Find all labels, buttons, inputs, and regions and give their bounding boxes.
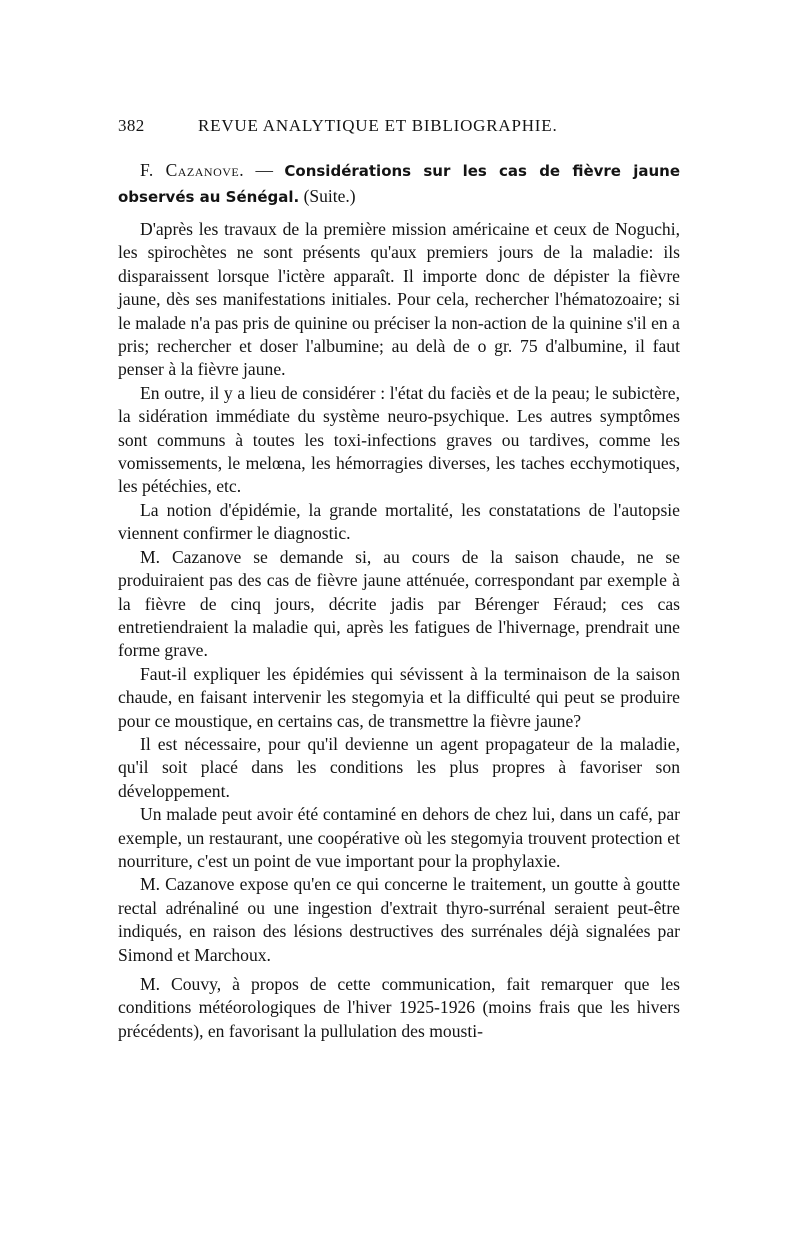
- article-title-text: Considérations sur les cas de fièvre jaune observés au Sénégal.: [118, 162, 680, 206]
- article-author: F. Cazanove.: [140, 160, 245, 180]
- paragraph-9: M. Couvy, à propos de cette communication, fait remarquer que les conditions météorologiques de l'hiver 1925-1926 (moins frais que les hivers précédents), en favorisant la pullulation des mousti-: [118, 974, 680, 1041]
- paragraph-2: En outre, il y a lieu de considérer : l'état du faciès et de la peau; le subictère, la sidération immédiate du système neuro-psychique. Les autres symptômes sont communs à toutes les toxi-infections graves ou tardives, comme les vomissements, le melœna, les hémorragies diverses, les taches ecchymotiques, les pétéchies, etc.: [118, 382, 680, 497]
- body-text: [118, 218, 680, 1043]
- article-continuation: (Suite.): [299, 186, 356, 206]
- paragraph-4: M. Cazanove se demande si, au cours de la saison chaude, ne se produiraient pas des cas de fièvre jaune atténuée, correspondant par exemple à la fièvre de cinq jours, décrite jadis par Bérenger Féraud; ces cas entretiendraient la maladie qui, après les fatigues de l'hivernage, prendrait une forme grave.: [118, 546, 680, 661]
- running-title: REVUE ANALYTIQUE ET BIBLIOGRAPHIE.: [198, 116, 558, 135]
- running-header: [118, 116, 680, 142]
- paragraph-7: Un malade peut avoir été contaminé en dehors de chez lui, dans un café, par exemple, un restaurant, une coopérative où les stegomyia trouvent protection et nourriture, c'est un point de vue important pour la prophylaxie.: [118, 804, 680, 871]
- paragraph-1: D'après les travaux de la première mission américaine et ceux de Noguchi, les spirochètes ne sont présents qu'aux premiers jours de la maladie: ils disparaissent lorsque l'ictère apparaît. Il importe donc de dépister la fièvre jaune, dès ses manifestations initiales. Pour cela, rechercher l'hématozoaire; si le malade n'a pas pris de quinine ou préciser la non-action de la quinine s'il en a pris; rechercher et doser l'albumine; au delà de o gr. 75 d'albumine, il faut penser à la fièvre jaune.: [118, 219, 680, 380]
- paragraph-6: Il est nécessaire, pour qu'il devienne un agent propagateur de la maladie, qu'il soit placé dans les conditions les plus propres à favoriser son développement.: [118, 733, 680, 801]
- article-title: [118, 158, 680, 210]
- paragraph-8: M. Cazanove expose qu'en ce qui concerne le traitement, un goutte à goutte rectal adrénaliné ou une ingestion d'extrait thyro-surrénal seraient peut-être indiqués, en raison des lésions destructives des surrénales déjà signalées par Simond et Marchoux.: [118, 874, 680, 965]
- paragraph-5: Faut-il expliquer les épidémies qui sévissent à la terminaison de la saison chaude, en faisant intervenir les stegomyia et la difficulté qui peut se produire pour ce moustique, en certains cas, de transmettre la fièvre jaune?: [118, 663, 680, 731]
- page: [118, 116, 680, 1043]
- title-dash: —: [244, 160, 285, 180]
- page-number: 382: [118, 116, 145, 135]
- paragraph-3: La notion d'épidémie, la grande mortalité, les constatations de l'autopsie viennent confirmer le diagnostic.: [118, 499, 680, 544]
